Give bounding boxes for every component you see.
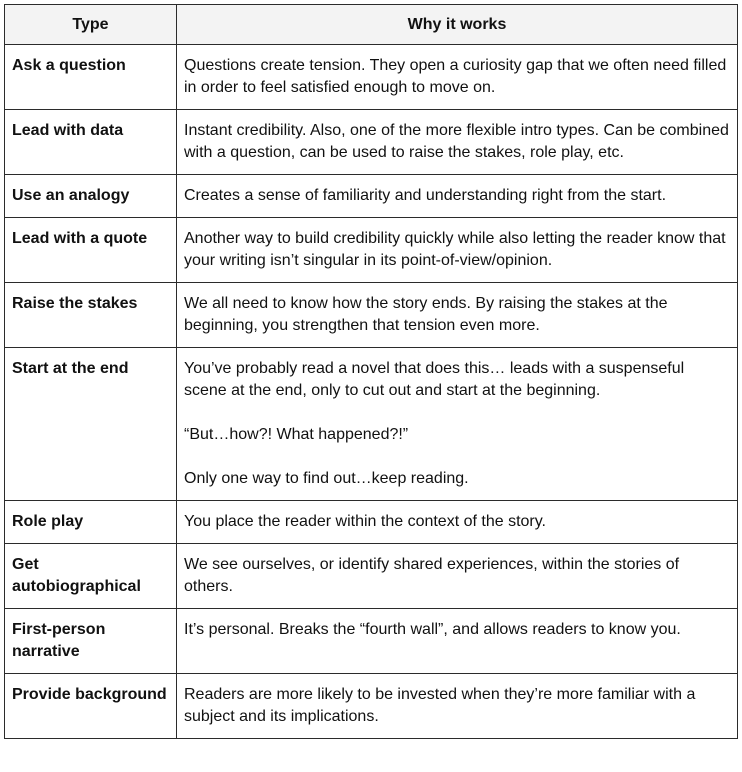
why-text: We all need to know how the story ends. By raising the stakes at the beginning, you strengthen that tension even more. [184,295,668,334]
table-row [5,283,738,348]
type-cell: Use an analogy [5,175,177,218]
why-column-header: Why it works [177,5,738,45]
why-cell [177,348,738,501]
table-row [5,175,738,218]
why-text: Another way to build credibility quickly while also letting the reader know that your writing isn’t singular in its point-of-view/opinion. [184,230,726,269]
why-cell [177,501,738,544]
table-row [5,218,738,283]
table-row [5,501,738,544]
why-text: It’s personal. Breaks the “fourth wall”, and allows readers to know you. [184,621,681,638]
type-cell: Lead with a quote [5,218,177,283]
why-cell [177,45,738,110]
type-cell: Start at the end [5,348,177,501]
why-text: You’ve probably read a novel that does this… leads with a suspenseful scene at the end, only to cut out and start at the beginning. [184,360,685,399]
why-cell [177,674,738,739]
type-column-header: Type [5,5,177,45]
why-cell [177,544,738,609]
why-text: Only one way to find out…keep reading. [184,470,469,487]
why-cell [177,218,738,283]
type-cell: Ask a question [5,45,177,110]
why-text: Questions create tension. They open a curiosity gap that we often need filled in order to feel satisfied enough to move on. [184,57,727,96]
why-text: Instant credibility. Also, one of the more flexible intro types. Can be combined with a question, can be used to raise the stakes, role play, etc. [184,122,729,161]
why-text: Readers are more likely to be invested when they’re more familiar with a subject and its implications. [184,686,696,725]
why-text: We see ourselves, or identify shared experiences, within the stories of others. [184,556,680,595]
intro-types-table [4,4,738,739]
type-cell: Raise the stakes [5,283,177,348]
table-row [5,348,738,501]
header-row [5,5,738,45]
table-row [5,674,738,739]
table-row [5,609,738,674]
table-row [5,45,738,110]
table-row [5,110,738,175]
why-cell [177,283,738,348]
type-cell: Provide background [5,674,177,739]
why-text: “But…how?! What happened?!” [184,426,409,443]
why-cell [177,609,738,674]
type-cell: Role play [5,501,177,544]
why-cell [177,175,738,218]
table-row [5,544,738,609]
why-text: You place the reader within the context of the story. [184,513,546,530]
type-cell: Get autobiographical [5,544,177,609]
type-cell: First-person narrative [5,609,177,674]
why-text: Creates a sense of familiarity and understanding right from the start. [184,187,667,204]
type-cell: Lead with data [5,110,177,175]
why-cell [177,110,738,175]
